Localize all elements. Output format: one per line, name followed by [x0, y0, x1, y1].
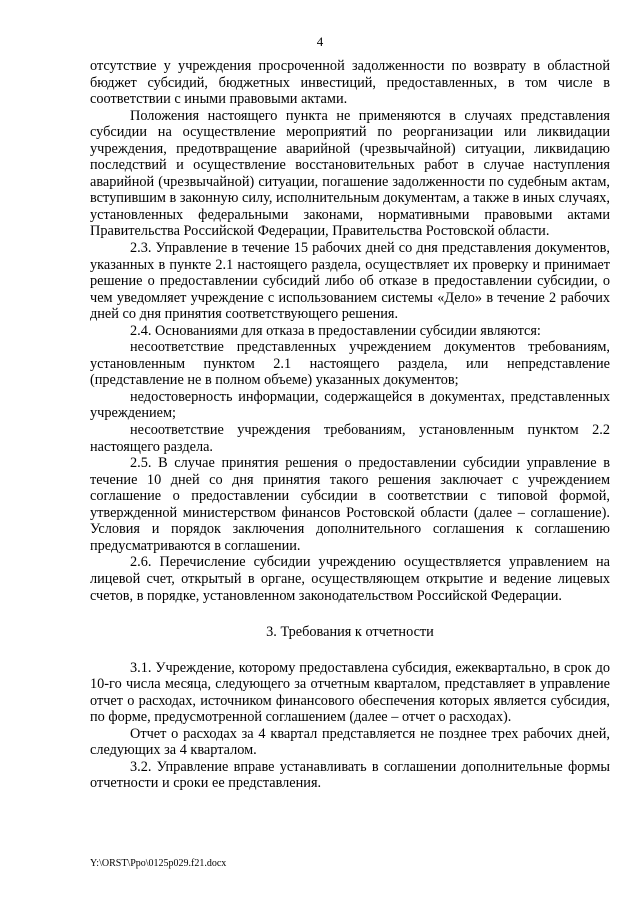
paragraph: отсутствие у учреждения просроченной задолженности по возврату в областной бюджет субсидий, бюджетных инвестиций, предоставленных, в том числе в соответствии с иными правовыми актами. [90, 58, 610, 108]
paragraph: недостоверность информации, содержащейся в документах, представленных учреждением; [90, 388, 610, 422]
paragraph: 2.3. Управление в течение 15 рабочих дней со дня представления документов, указанных в пункте 2.1 настоящего раздела, осуществляет их проверку и принимает решение о предоставлении субсидий либо об отказе в предоставлении субсидии, о чем уведомляет учреждение с использованием системы «Дело» в течение 2 рабочих дней со дня принятия соответствующего решения. [90, 240, 610, 323]
paragraph: несоответствие представленных учреждением документов требованиям, установленным пунктом 2.1 настоящего раздела, или непредставление (представление не в полном объеме) указанных документов; [90, 339, 610, 389]
page-number: 4 [316, 34, 324, 49]
paragraph: Положения настоящего пункта не применяются в случаях представления субсидии на осуществление мероприятий по реорганизации или ликвидации учреждения, предотвращение аварийной (чрезвычайной) ситуации, ликвидацию последствий и осуществление восстановительных работ в случае наступления аварийной (чрезвычайной) ситуации, погашение задолженности по судебным актам, вступившим в законную силу, исполнительным документам, а также в иных случаях, установленных федеральными законами, нормативными правовыми актами Правительства Российской Федерации, Правительства Ростовской области. [90, 107, 610, 240]
paragraph: Отчет о расходах за 4 квартал представляется не позднее трех рабочих дней, следующих за 4 кварталом. [90, 725, 610, 759]
paragraph: 2.5. В случае принятия решения о предоставлении субсидии управление в течение 10 дней со дня принятия такого решения заключает с учреждением соглашение о предоставлении субсидии в соответствии с типовой формой, утвержденной министерством финансов Ростовской области (далее – соглашение). Условия и порядок заключения дополнительного соглашения к соглашению предусматриваются в соглашении. [90, 455, 610, 554]
paragraph: несоответствие учреждения требованиям, установленным пунктом 2.2 настоящего раздела. [90, 422, 610, 455]
section-title: 3. Требования к отчетности [266, 624, 434, 641]
paragraph: 2.6. Перечисление субсидии учреждению осуществляется управлением на лицевой счет, открытый в органе, осуществляющем открытие и ведение лицевых счетов, в порядке, установленном законодательством Российской Федерации. [90, 554, 610, 604]
paragraph: 3.2. Управление вправе устанавливать в соглашении дополнительные формы отчетности и сроки ее представления. [90, 758, 610, 792]
paragraph: 3.1. Учреждение, которому предоставлена субсидия, ежеквартально, в срок до 10-го числа месяца, следующего за отчетным кварталом, представляет в управление отчет о расходах, источником финансового обеспечения которых является субсидия, по форме, предусмотренной соглашением (далее – отчет о расходах). [90, 659, 610, 726]
document-body [90, 58, 610, 792]
paragraph: 2.4. Основаниями для отказа в предоставлении субсидии являются: [130, 322, 541, 339]
footer-file-path: Y:\ORST\Ppo\0125p029.f21.docx [90, 858, 227, 869]
